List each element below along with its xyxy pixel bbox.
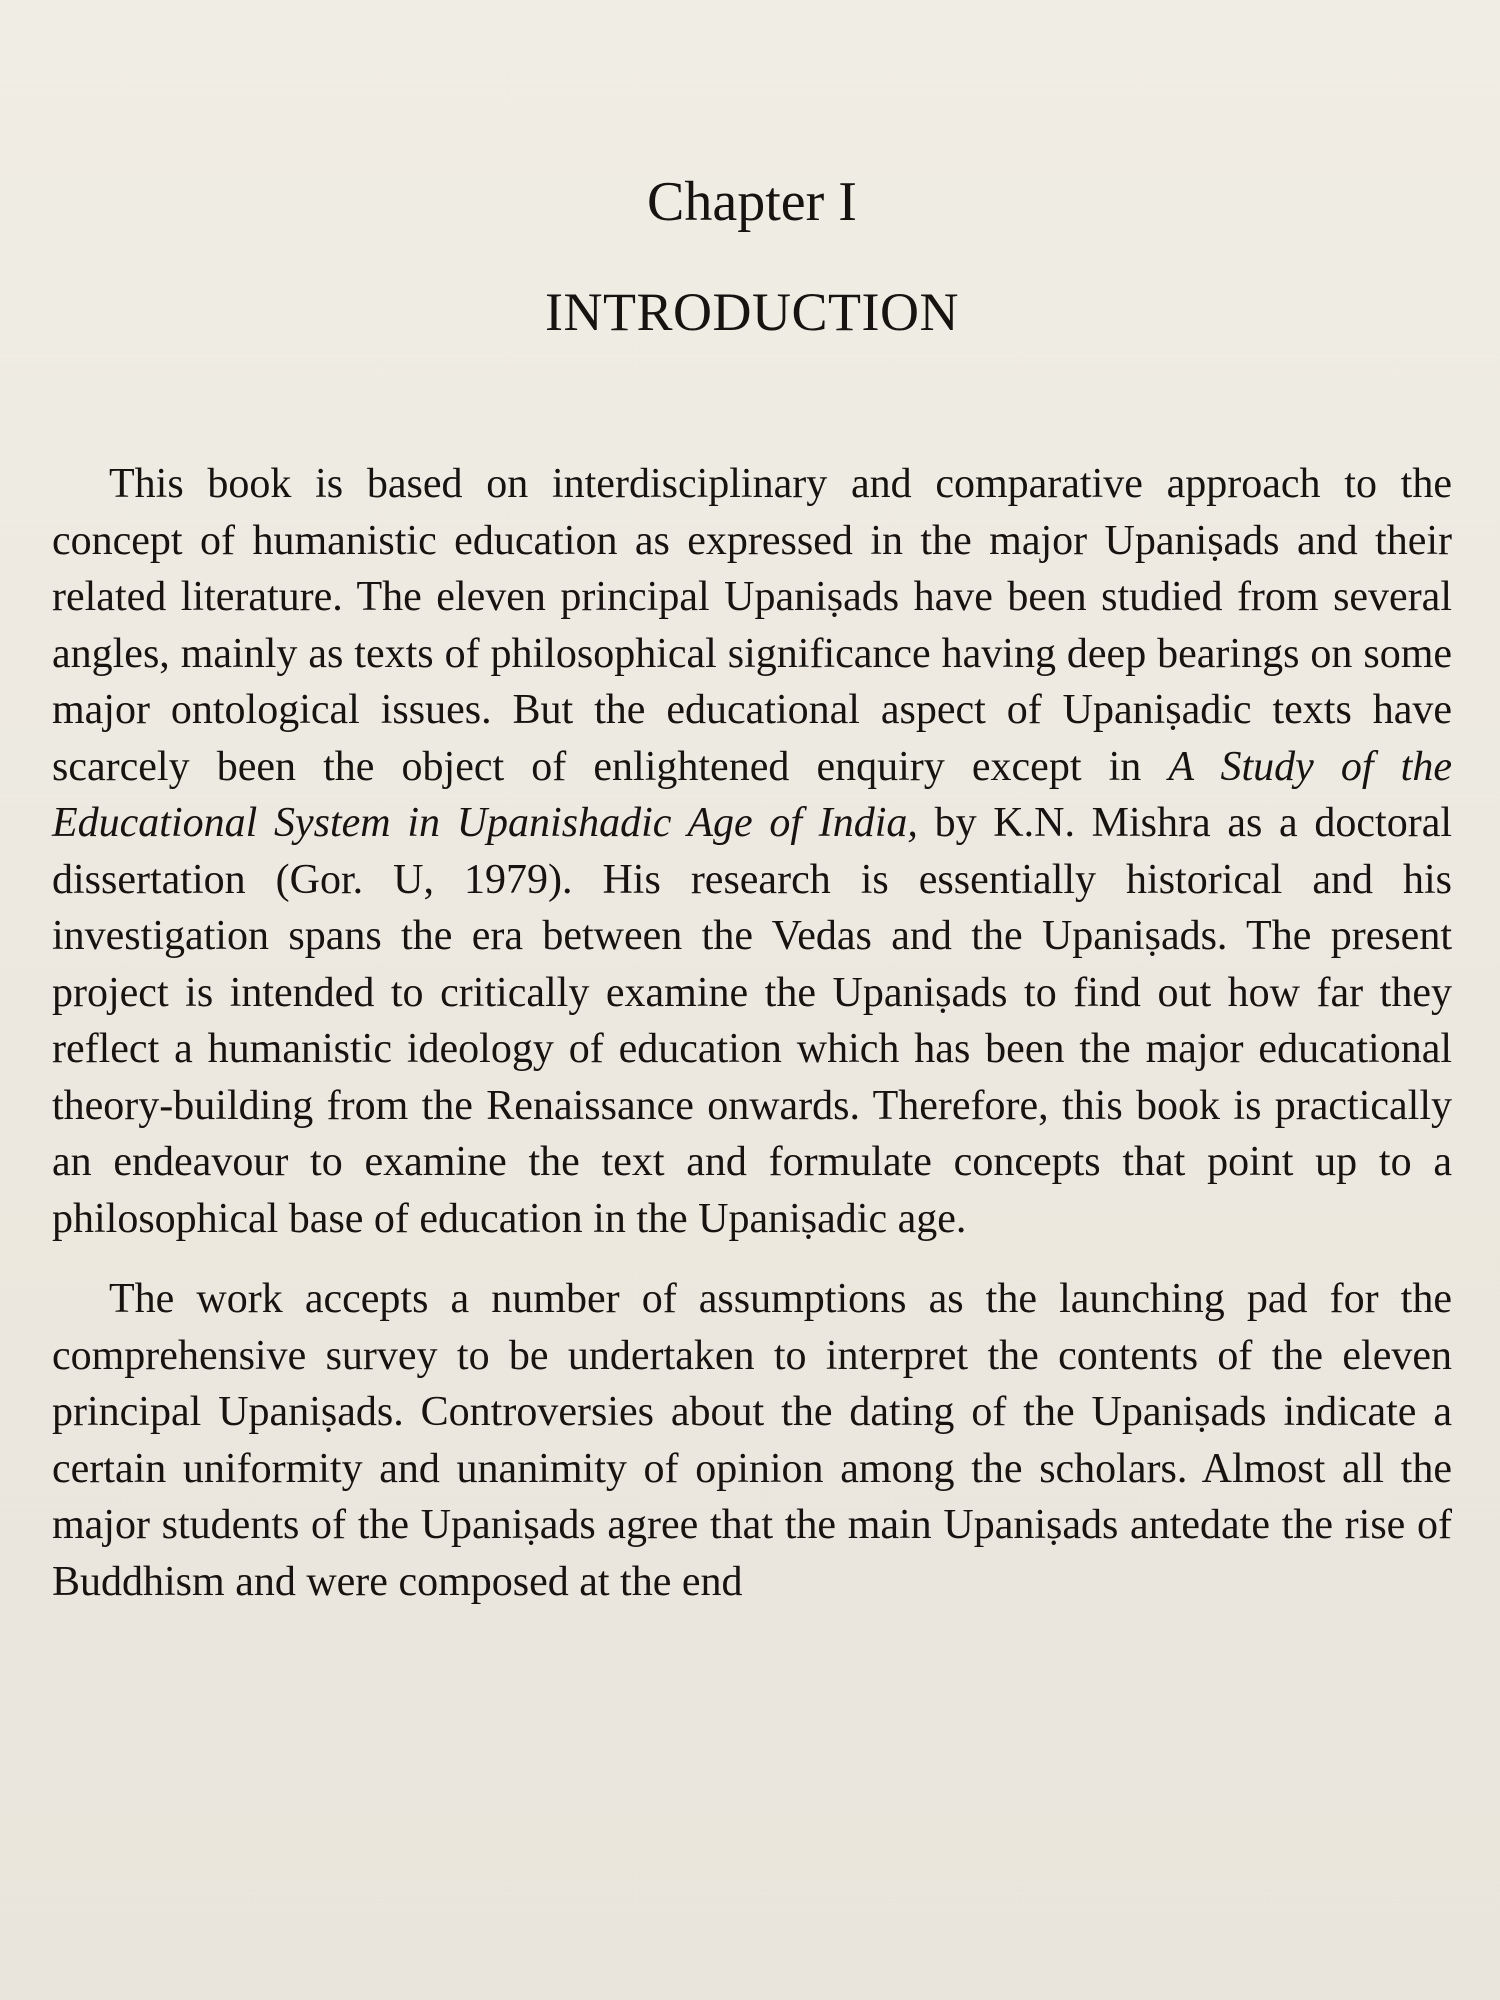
- paragraph-1-text-before-citation: This book is based on interdisciplinary and comparative approach to the concept of humanistic education as expressed in the major Upaniṣads and their related literature. The eleven principal Upaniṣads have been studied from several angles, mainly as texts of philosophical significance having deep bearings on some major ontological issues. But the educational aspect of Upaniṣadic texts have scarcely been the object of enlightened enquiry except in: [52, 461, 1452, 790]
- paragraph-1-text-after-citation: by K.N. Mishra as a doctoral dissertation (Gor. U, 1979). His research is essentially historical and his investigation spans the era between the Vedas and the Upaniṣads. The present project is intended to critically examine the Upaniṣads to find out how far they reflect a humanistic ideology of education which has been the major educational theory-building from the Renaissance onwards. Therefore, this book is practically an endeavour to examine the text and formulate concepts that point up to a philosophical base of education in the Upaniṣadic age.: [52, 800, 1453, 1242]
- paragraph-1: [52, 456, 1452, 1247]
- chapter-title: INTRODUCTION: [545, 282, 959, 342]
- cited-dissertation-title: A Study of the Educational System in Upanishadic Age of India,: [52, 743, 1452, 846]
- chapter-label: Chapter I: [647, 171, 857, 233]
- paragraph-2: The work accepts a number of assumptions as the launching pad for the comprehensive survey to be undertaken to interpret the contents of the eleven principal Upaniṣads. Controversies about the dating of the Upaniṣads indicate a certain uniformity and unanimity of opinion among the scholars. Almost all the major students of the Upaniṣads agree that the main Upaniṣads antedate the rise of Buddhism and were composed at the end: [52, 1276, 1452, 1605]
- page-content: [52, 150, 1452, 1610]
- body-text: [52, 456, 1452, 1610]
